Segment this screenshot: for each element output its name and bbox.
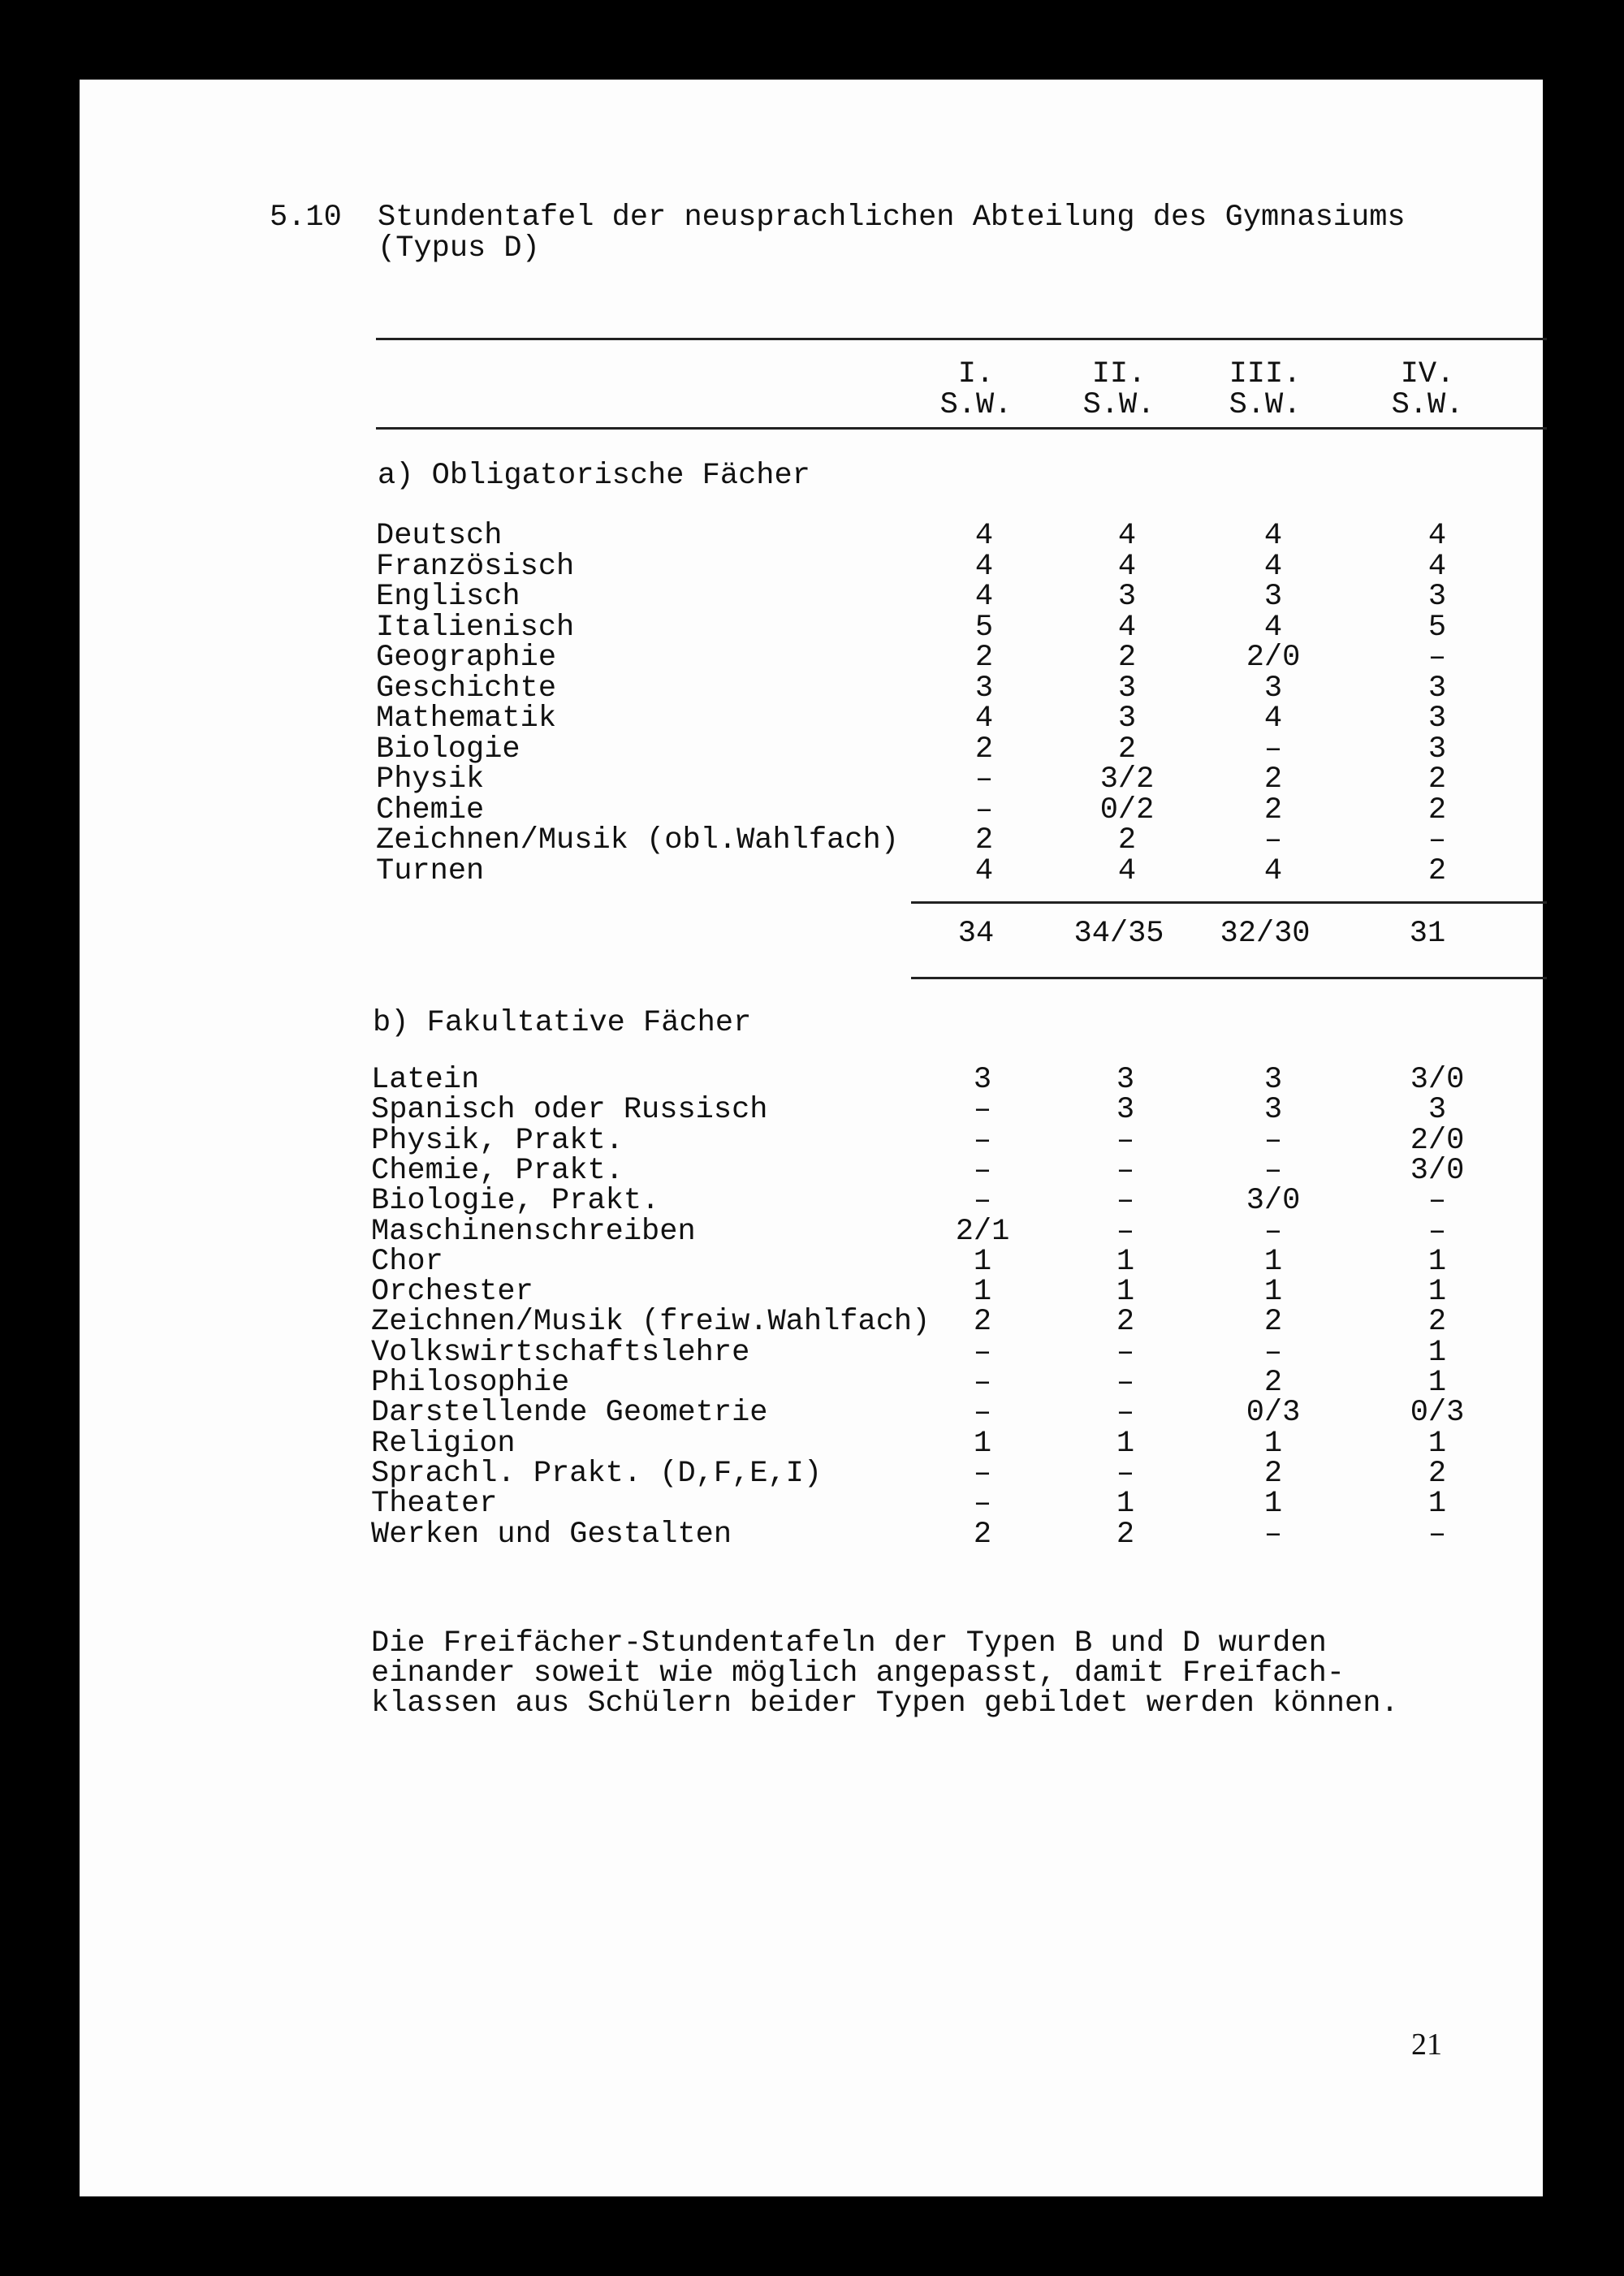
hours-cell-col-1: – bbox=[974, 762, 994, 797]
header-rule bbox=[376, 427, 1547, 430]
section-b-row bbox=[80, 1337, 1543, 1368]
hours-cell-col-3: – bbox=[1263, 1335, 1283, 1370]
subject-name: Mathematik bbox=[376, 702, 557, 736]
hours-cell-col-2: 4 bbox=[1117, 519, 1137, 553]
hours-cell-col-3: 2 bbox=[1263, 792, 1283, 827]
hours-cell-col-4: 0/3 bbox=[1410, 1396, 1465, 1431]
totals-top-rule bbox=[911, 901, 1547, 904]
hours-cell-col-1: 1 bbox=[973, 1244, 992, 1279]
section-b-row bbox=[80, 1184, 1543, 1219]
footnote-line2: einander soweit wie möglich angepasst, damit Freifach- bbox=[371, 1656, 1345, 1691]
hours-cell-col-4: 3 bbox=[1427, 732, 1447, 767]
hours-cell-col-4: 2 bbox=[1427, 853, 1447, 888]
hours-cell-col-2: – bbox=[1116, 1184, 1135, 1219]
hours-cell-col-3: 2 bbox=[1263, 762, 1283, 797]
hours-cell-col-3: 1 bbox=[1263, 1275, 1283, 1310]
hours-cell-col-3: 1 bbox=[1263, 1487, 1283, 1522]
footnote-line1: Die Freifächer-Stundentafeln der Typen B und D wurden bbox=[371, 1626, 1327, 1661]
subject-name: Chemie, Prakt. bbox=[371, 1153, 624, 1188]
subject-name: Chemie bbox=[376, 792, 485, 827]
hours-cell-col-3: 4 bbox=[1263, 853, 1283, 888]
subject-name: Physik bbox=[376, 762, 485, 797]
section-b-row bbox=[80, 1458, 1543, 1489]
hours-cell-col-3: 4 bbox=[1263, 702, 1283, 736]
subject-name: Spanisch oder Russisch bbox=[371, 1093, 768, 1128]
hours-cell-col-3: 3 bbox=[1263, 1063, 1283, 1097]
hours-cell-col-1: 4 bbox=[974, 549, 994, 584]
total-col-2: 34/35 bbox=[1073, 917, 1164, 951]
section-b-row bbox=[80, 1305, 1543, 1340]
hours-cell-col-3: – bbox=[1263, 1153, 1283, 1188]
section-a-row bbox=[80, 734, 1543, 765]
hours-cell-col-3: 2 bbox=[1263, 1305, 1283, 1340]
hours-cell-col-1: 1 bbox=[973, 1275, 992, 1310]
hours-cell-col-3: – bbox=[1263, 732, 1283, 767]
subject-name: Werken und Gestalten bbox=[371, 1517, 732, 1552]
section-b-row bbox=[80, 1093, 1543, 1128]
hours-cell-col-4: – bbox=[1427, 823, 1447, 857]
hours-cell-col-2: 3/2 bbox=[1099, 762, 1155, 797]
section-b-row bbox=[80, 1487, 1543, 1522]
section-b-row bbox=[80, 1396, 1543, 1431]
section-b-row bbox=[80, 1125, 1543, 1156]
hours-cell-col-4: – bbox=[1427, 1214, 1447, 1249]
hours-cell-col-2: 3 bbox=[1116, 1063, 1135, 1097]
hours-cell-col-2: – bbox=[1116, 1335, 1135, 1370]
subject-name: Religion bbox=[371, 1426, 516, 1461]
subject-name: Theater bbox=[371, 1487, 498, 1522]
hours-cell-col-1: 5 bbox=[974, 610, 994, 645]
page-number: 21 bbox=[1411, 2028, 1442, 2062]
section-a-row bbox=[80, 642, 1543, 673]
table-title-line1: Stundentafel der neusprachlichen Abteilung des Gymnasiums bbox=[378, 201, 1406, 235]
subject-name: Italienisch bbox=[376, 610, 575, 645]
hours-cell-col-1: 2 bbox=[973, 1305, 992, 1340]
subject-name: Biologie bbox=[376, 732, 520, 767]
hours-cell-col-1: – bbox=[973, 1335, 992, 1370]
hours-cell-col-2: 3 bbox=[1117, 671, 1137, 706]
hours-cell-col-4: 3 bbox=[1427, 671, 1447, 706]
hours-cell-col-1: 4 bbox=[974, 519, 994, 553]
subject-name: Deutsch bbox=[376, 519, 503, 553]
hours-cell-col-2: 1 bbox=[1116, 1244, 1135, 1279]
hours-cell-col-4: 2/0 bbox=[1410, 1123, 1465, 1158]
hours-cell-col-3: 3 bbox=[1263, 1093, 1283, 1128]
hours-cell-col-2: – bbox=[1116, 1123, 1135, 1158]
hours-cell-col-1: 3 bbox=[973, 1063, 992, 1097]
hours-cell-col-2: 3 bbox=[1117, 702, 1137, 736]
column-header-2 bbox=[1038, 359, 1200, 421]
section-b-row bbox=[80, 1216, 1543, 1247]
subject-name: Physik, Prakt. bbox=[371, 1123, 624, 1158]
hours-cell-col-2: 2 bbox=[1117, 823, 1137, 857]
hours-cell-col-1: 4 bbox=[974, 853, 994, 888]
subject-name: Orchester bbox=[371, 1275, 533, 1310]
section-b-row bbox=[80, 1065, 1543, 1095]
hours-cell-col-1: – bbox=[973, 1456, 992, 1491]
hours-cell-col-3: 4 bbox=[1263, 610, 1283, 645]
hours-cell-col-3: – bbox=[1263, 1517, 1283, 1552]
column-header-4-line2: S.W. bbox=[1391, 388, 1464, 422]
hours-cell-col-2: 2 bbox=[1117, 732, 1137, 767]
hours-cell-col-3: 2 bbox=[1263, 1366, 1283, 1400]
section-b-row bbox=[80, 1246, 1543, 1277]
section-a-row bbox=[80, 551, 1543, 582]
hours-cell-col-3: 2 bbox=[1263, 1456, 1283, 1491]
hours-cell-col-1: 4 bbox=[974, 580, 994, 614]
hours-cell-col-1: – bbox=[973, 1153, 992, 1188]
column-header-1-line2: S.W. bbox=[939, 388, 1013, 422]
column-header-2-line1: II. bbox=[1091, 357, 1147, 391]
subject-name: Turnen bbox=[376, 853, 485, 888]
hours-cell-col-4: – bbox=[1427, 1184, 1447, 1219]
subject-name: Latein bbox=[371, 1063, 480, 1097]
hours-cell-col-4: 3 bbox=[1427, 580, 1447, 614]
section-b-row bbox=[80, 1519, 1543, 1550]
hours-cell-col-3: – bbox=[1263, 1123, 1283, 1158]
hours-cell-col-4: 2 bbox=[1427, 792, 1447, 827]
hours-cell-col-2: – bbox=[1116, 1366, 1135, 1400]
hours-cell-col-4: – bbox=[1427, 641, 1447, 675]
column-header-2-line2: S.W. bbox=[1082, 388, 1155, 422]
section-a-row bbox=[80, 792, 1543, 827]
column-header-1-line1: I. bbox=[957, 357, 995, 391]
table-title-line2: (Typus D) bbox=[378, 231, 540, 266]
subject-name: Zeichnen/Musik (freiw.Wahlfach) bbox=[371, 1305, 931, 1340]
hours-cell-col-3: 2/0 bbox=[1246, 641, 1301, 675]
subject-name: Maschinenschreiben bbox=[371, 1214, 696, 1249]
section-b-row bbox=[80, 1428, 1543, 1459]
document-page bbox=[80, 80, 1543, 2196]
hours-cell-col-3: 0/3 bbox=[1246, 1396, 1301, 1431]
hours-cell-col-1: 1 bbox=[973, 1426, 992, 1461]
section-b-row bbox=[80, 1275, 1543, 1310]
section-a-row bbox=[80, 853, 1543, 888]
hours-cell-col-4: 1 bbox=[1427, 1426, 1447, 1461]
hours-cell-col-2: – bbox=[1116, 1396, 1135, 1431]
totals-bottom-rule bbox=[911, 977, 1547, 979]
hours-cell-col-2: 1 bbox=[1116, 1487, 1135, 1522]
section-b-row bbox=[80, 1367, 1543, 1398]
section-a-row bbox=[80, 612, 1543, 643]
hours-cell-col-4: 3/0 bbox=[1410, 1063, 1465, 1097]
hours-cell-col-1: – bbox=[973, 1487, 992, 1522]
section-number: 5.10 bbox=[270, 201, 342, 235]
hours-cell-col-4: 3/0 bbox=[1410, 1153, 1465, 1188]
hours-cell-col-3: – bbox=[1263, 1214, 1283, 1249]
hours-cell-col-1: – bbox=[973, 1184, 992, 1219]
hours-cell-col-4: 4 bbox=[1427, 549, 1447, 584]
hours-cell-col-3: 1 bbox=[1263, 1426, 1283, 1461]
column-header-3-line2: S.W. bbox=[1229, 388, 1302, 422]
subject-name: Zeichnen/Musik (obl.Wahlfach) bbox=[376, 823, 899, 857]
hours-cell-col-4: 3 bbox=[1427, 702, 1447, 736]
section-a-row bbox=[80, 825, 1543, 856]
top-rule bbox=[376, 338, 1547, 340]
section-a-row bbox=[80, 764, 1543, 795]
hours-cell-col-2: 1 bbox=[1116, 1275, 1135, 1310]
subject-name: Französisch bbox=[376, 549, 575, 584]
hours-cell-col-3: 4 bbox=[1263, 519, 1283, 553]
subject-name: Sprachl. Prakt. (D,F,E,I) bbox=[371, 1456, 823, 1491]
hours-cell-col-2: – bbox=[1116, 1456, 1135, 1491]
hours-cell-col-1: 2 bbox=[974, 823, 994, 857]
hours-cell-col-2: – bbox=[1116, 1214, 1135, 1249]
hours-cell-col-4: 1 bbox=[1427, 1275, 1447, 1310]
total-col-3: 32/30 bbox=[1220, 917, 1311, 951]
section-a-row bbox=[80, 703, 1543, 734]
hours-cell-col-4: 3 bbox=[1427, 1093, 1447, 1128]
hours-cell-col-2: 1 bbox=[1116, 1426, 1135, 1461]
hours-cell-col-4: 4 bbox=[1427, 519, 1447, 553]
hours-cell-col-3: 1 bbox=[1263, 1244, 1283, 1279]
hours-cell-col-4: 5 bbox=[1427, 610, 1447, 645]
column-header-4-line1: IV. bbox=[1400, 357, 1455, 391]
hours-cell-col-1: 2 bbox=[974, 641, 994, 675]
hours-cell-col-1: – bbox=[973, 1093, 992, 1128]
subject-name: Chor bbox=[371, 1244, 443, 1279]
column-header-1 bbox=[895, 359, 1057, 421]
section-b-label: b) Fakultative Fächer bbox=[373, 1006, 752, 1040]
hours-cell-col-1: – bbox=[973, 1396, 992, 1431]
hours-cell-col-1: – bbox=[973, 1366, 992, 1400]
subject-name: Geographie bbox=[376, 641, 557, 675]
hours-cell-col-4: 1 bbox=[1427, 1244, 1447, 1279]
hours-cell-col-2: – bbox=[1116, 1153, 1135, 1188]
hours-cell-col-2: 3 bbox=[1116, 1093, 1135, 1128]
subject-name: Philosophie bbox=[371, 1366, 570, 1400]
hours-cell-col-1: 3 bbox=[974, 671, 994, 706]
hours-cell-col-4: 1 bbox=[1427, 1366, 1447, 1400]
hours-cell-col-2: 0/2 bbox=[1099, 792, 1155, 827]
hours-cell-col-1: 2/1 bbox=[955, 1214, 1010, 1249]
hours-cell-col-4: 2 bbox=[1427, 1456, 1447, 1491]
hours-cell-col-1: 2 bbox=[973, 1517, 992, 1552]
hours-cell-col-2: 2 bbox=[1117, 641, 1137, 675]
hours-cell-col-4: 1 bbox=[1427, 1487, 1447, 1522]
hours-cell-col-4: 1 bbox=[1427, 1335, 1447, 1370]
hours-cell-col-3: 3 bbox=[1263, 671, 1283, 706]
section-a-row bbox=[80, 581, 1543, 612]
section-a-row bbox=[80, 520, 1543, 551]
section-b-row bbox=[80, 1155, 1543, 1186]
subject-name: Darstellende Geometrie bbox=[371, 1396, 768, 1431]
column-header-4 bbox=[1346, 359, 1509, 421]
hours-cell-col-3: 3 bbox=[1263, 580, 1283, 614]
subject-name: Englisch bbox=[376, 580, 520, 614]
section-a-label: a) Obligatorische Fächer bbox=[378, 459, 810, 493]
hours-cell-col-2: 3 bbox=[1117, 580, 1137, 614]
hours-cell-col-2: 4 bbox=[1117, 610, 1137, 645]
hours-cell-col-1: 2 bbox=[974, 732, 994, 767]
hours-cell-col-2: 2 bbox=[1116, 1305, 1135, 1340]
hours-cell-col-4: 2 bbox=[1427, 762, 1447, 797]
hours-cell-col-1: – bbox=[973, 1123, 992, 1158]
hours-cell-col-2: 4 bbox=[1117, 549, 1137, 584]
hours-cell-col-3: – bbox=[1263, 823, 1283, 857]
section-a-row bbox=[80, 673, 1543, 704]
column-header-3-line1: III. bbox=[1229, 357, 1302, 391]
total-col-4: 31 bbox=[1409, 917, 1446, 951]
hours-cell-col-4: – bbox=[1427, 1517, 1447, 1552]
subject-name: Geschichte bbox=[376, 671, 557, 706]
hours-cell-col-1: 4 bbox=[974, 702, 994, 736]
subject-name: Biologie, Prakt. bbox=[371, 1184, 660, 1219]
hours-cell-col-3: 3/0 bbox=[1246, 1184, 1301, 1219]
hours-cell-col-2: 4 bbox=[1117, 853, 1137, 888]
hours-cell-col-4: 2 bbox=[1427, 1305, 1447, 1340]
column-header-3 bbox=[1184, 359, 1346, 421]
subject-name: Volkswirtschaftslehre bbox=[371, 1335, 750, 1370]
hours-cell-col-2: 2 bbox=[1116, 1517, 1135, 1552]
hours-cell-col-3: 4 bbox=[1263, 549, 1283, 584]
hours-cell-col-1: – bbox=[974, 792, 994, 827]
total-col-1: 34 bbox=[957, 917, 995, 951]
footnote-line3: klassen aus Schülern beider Typen gebildet werden können. bbox=[371, 1686, 1399, 1721]
